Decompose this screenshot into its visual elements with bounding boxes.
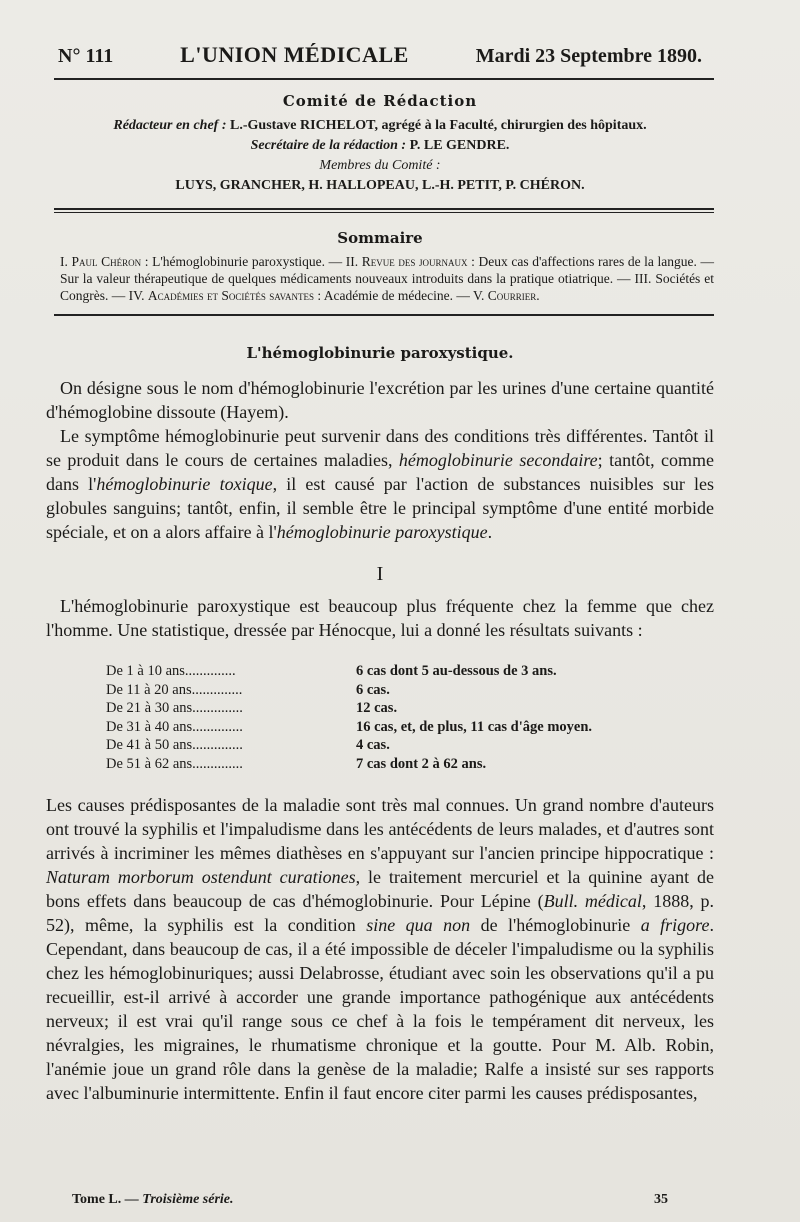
- stat-row: [106, 681, 714, 700]
- header-rule: [54, 78, 714, 80]
- summary-roman-4: IV.: [128, 288, 145, 303]
- paragraph-2: [46, 424, 714, 544]
- article-body: [46, 376, 714, 1105]
- members-names: LUYS, GRANCHER, H. HALLOPEAU, L.-H. PETIT, P. CHÉRON.: [175, 178, 585, 193]
- stat-row: [106, 755, 714, 774]
- page-content: [46, 42, 714, 1105]
- secretary-name: P. LE GENDRE.: [409, 138, 510, 153]
- section-heading: I: [376, 563, 384, 585]
- stat-row: [106, 662, 714, 681]
- footer-tome: Tome L.: [72, 1192, 122, 1207]
- members-label: Membres du Comité :: [319, 158, 441, 173]
- stat-age: De 21 à 30 ans..............: [106, 700, 243, 716]
- stat-cases: 6 cas.: [356, 681, 390, 698]
- editor-name: L.-Gustave RICHELOT, agrégé à la Faculté, chirurgien des hôpitaux.: [230, 118, 647, 133]
- p4-text-e: . Cependant, dans beaucoup de cas, il a été impossible de déceler l'impaludisme ou la syphilis chez les hémoglobinuriques; aussi Delabrosse, étudiant avec soin les observations qu'il a pu recueillir, est-il arrivé à accorder une grande importance pathogénique aux antécédents nerveux; il est vrai qu'il range sous ce chef à la fois le tempérament dit nerveux, les névralgies, les migraines, le rhumatisme chronique et la goutte. Pour M. Alb. Robin, l'anémie joue un grand rôle dans la genèse de la maladie; Ralfe a insisté sur ses rapports avec l'albuminurie intermittente. Enfin il faut encore citer parmi les causes prédisposantes,: [46, 915, 715, 1103]
- footer-volume: [72, 1192, 234, 1208]
- issue-date: Mardi 23 Septembre 1890.: [475, 45, 702, 67]
- p2-text-b: ; tantôt, comme dans l': [46, 450, 715, 494]
- p2-text-a: Le symptôme hémoglobinurie peut survenir dans des conditions très différentes. Tantôt il se produit dans le cours de certaines maladies,: [46, 426, 714, 470]
- editor-in-chief-line: [46, 116, 714, 136]
- p4-text-a: Les causes prédisposantes de la maladie sont très mal connues. Un grand nombre d'auteurs ont trouvé la syphilis et l'impaludisme dans les antécédents de leurs malades, et d'autres sont arrivés à incriminer les mêmes diathèses en s'appuyant sur l'ancien principe hippocratique :: [46, 795, 714, 863]
- page-number: 35: [654, 1192, 668, 1207]
- summary-author: Paul Chéron: [71, 254, 142, 269]
- journal-title: L'UNION MÉDICALE: [180, 42, 409, 67]
- p4-italic-4: a frigore: [640, 915, 710, 935]
- p4-italic-3: sine qua non: [366, 915, 471, 935]
- summary-roman-5: V.: [473, 288, 485, 303]
- stat-age: De 31 à 40 ans..............: [106, 718, 243, 735]
- stat-row: [106, 718, 714, 737]
- footer-series: — Troisième série.: [124, 1192, 234, 1207]
- paragraph-1: On désigne sous le nom d'hémoglobinurie l'excrétion par les urines d'une certaine quantité d'hémoglobine dissoute (Hayem).: [46, 378, 714, 422]
- p2-text-d: .: [487, 522, 493, 542]
- p4-italic-1: Naturam morborum ostendunt curationes: [46, 867, 356, 887]
- p4-italic-2: Bull. médical: [543, 891, 642, 911]
- p4-text-c: , 1888, p. 52), même, la syphilis est la condition: [46, 891, 715, 935]
- page-footer: [72, 1192, 668, 1208]
- stat-age: De 1 à 10 ans..............: [106, 663, 236, 679]
- stat-age: De 11 à 20 ans..............: [106, 681, 243, 698]
- stat-age: De 41 à 50 ans..............: [106, 737, 243, 753]
- p2-italic-2: hémoglobinurie toxique: [96, 474, 273, 494]
- stat-cases: 12 cas.: [356, 700, 398, 716]
- p2-text-c: , il est causé par l'action de substances nuisibles sur les globules sanguins; tantôt, enfin, il semble être le principal symptôme d'une entité morbide spéciale, et on a alors affaire à l': [46, 474, 714, 542]
- issue-number: N° 111: [58, 45, 114, 67]
- p4-text-b: , le traitement mercuriel et la quinine ayant de bons effets dans beaucoup de cas d'hémoglobinurie. Pour Lépine (: [46, 867, 714, 911]
- summary-text: [46, 253, 714, 304]
- statistics-table: [106, 662, 714, 773]
- paragraph-3: L'hémoglobinurie paroxystique est beaucoup plus fréquente chez la femme que chez l'homme. Une statistique, dressée par Hénocque, lui a donné les résultats suivants :: [46, 596, 714, 640]
- stat-cases: 6 cas dont 5 au-dessous de 3 ans.: [356, 663, 557, 679]
- stat-age: De 51 à 62 ans..............: [106, 755, 243, 772]
- summary-item-4: : Académie de médecine. —: [317, 288, 470, 303]
- secretary-line: [46, 136, 714, 156]
- p2-italic-1: hémoglobinurie secondaire: [398, 450, 598, 470]
- page-header: [46, 42, 714, 78]
- stat-cases: 7 cas dont 2 à 62 ans.: [356, 755, 487, 772]
- summary-title: Sommaire: [337, 229, 423, 247]
- article-title: L'hémoglobinurie paroxystique.: [246, 344, 514, 362]
- committee-rule-top: [54, 208, 714, 210]
- summary-section-2: Revue des journaux: [361, 254, 468, 269]
- committee-title: Comité de Rédaction: [282, 92, 478, 110]
- committee-rule-bottom: [54, 212, 714, 213]
- stat-cases: 4 cas.: [356, 737, 390, 753]
- summary-section-4: Académies et Sociétés savantes: [147, 288, 314, 303]
- summary-section-5: Courrier.: [487, 288, 540, 303]
- secretary-label: Secrétaire de la rédaction :: [250, 138, 407, 153]
- summary-roman-1: I.: [60, 254, 68, 269]
- stat-row: [106, 736, 714, 755]
- editor-label: Rédacteur en chef :: [113, 118, 227, 133]
- p2-italic-3: hémoglobinurie paroxystique: [276, 522, 488, 542]
- summary-item-2: : Deux cas d'affections rares de la langue. — Sur la valeur thérapeutique de quelques médicaments nouveaux introduits dans la pratique otiatrique. —: [60, 254, 715, 286]
- stat-cases: 16 cas, et, de plus, 11 cas d'âge moyen.: [356, 718, 593, 735]
- stat-row: [106, 699, 714, 718]
- summary-rule: [54, 314, 714, 316]
- paragraph-4: [46, 793, 714, 1105]
- p4-text-d: de l'hémoglobinurie: [480, 915, 631, 935]
- summary-roman-2: II.: [345, 254, 359, 269]
- editorial-committee: [46, 92, 714, 196]
- summary-item-1: : L'hémoglobinurie paroxystique. —: [144, 254, 343, 269]
- summary-item-3: III. Sociétés et Congrès. —: [60, 271, 715, 303]
